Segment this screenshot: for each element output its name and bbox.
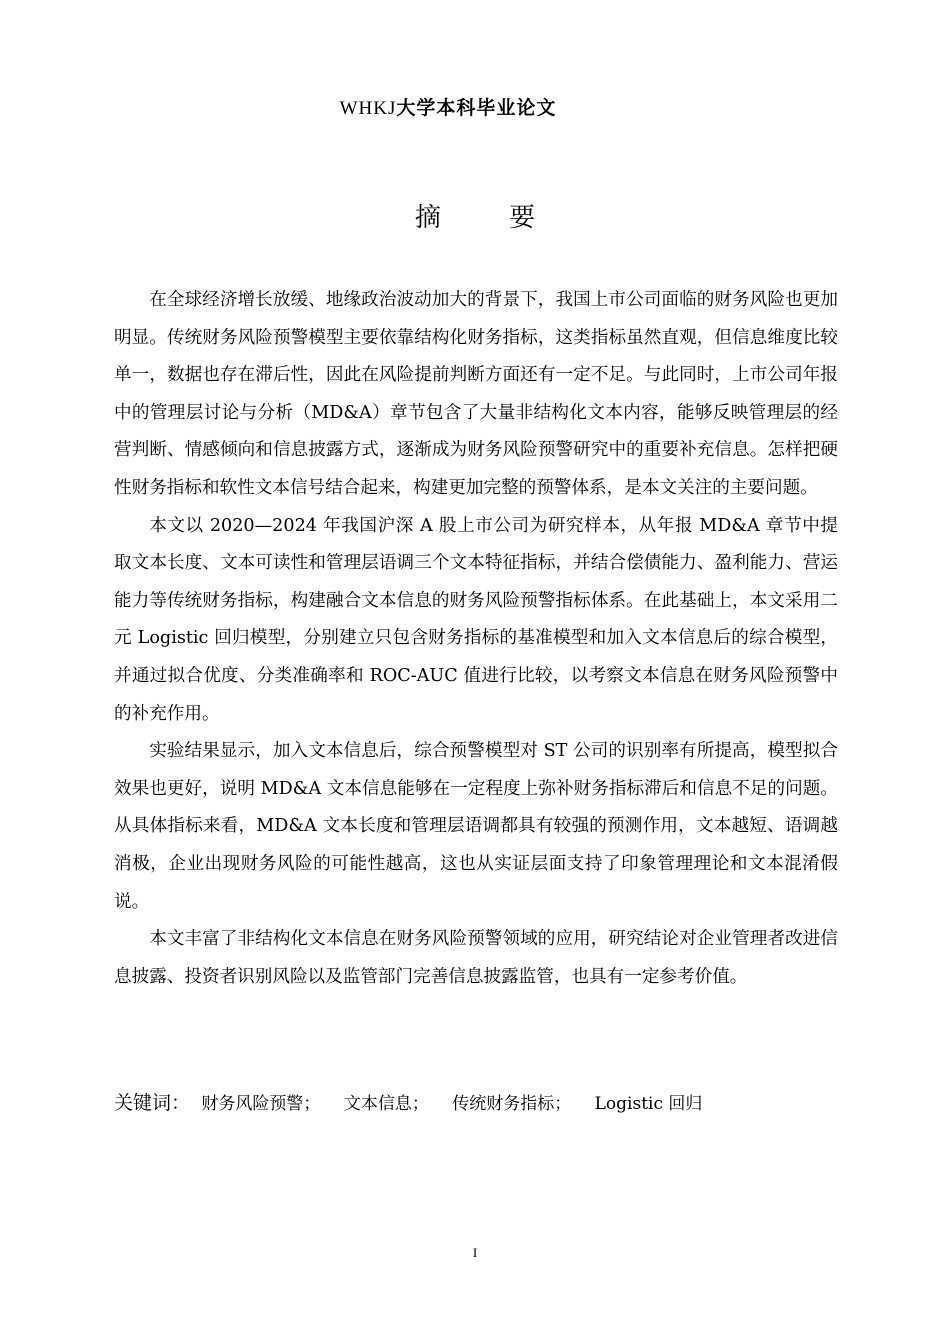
header-code: WHKJ xyxy=(339,98,397,119)
header-school: 大学本科毕业论文 xyxy=(396,97,557,119)
abstract-title: 摘 要 xyxy=(414,203,566,233)
abstract-paragraph: 在全球经济增长放缓、地缘政治波动加大的背景下，我国上市公司面临的财务风险也更加明显。传统财务风险预警模型主要依靠结构化财务指标，这类指标虽然直观，但信息维度比较单一，数据也存在滞后性，因此在风险提前判断方面还有一定不足。与此同时，上市公司年报中的管理层讨论与分析（MD&A）章节包含了大量非结构化文本内容，能够反映管理层的经营判断、情感倾向和信息披露方式，逐渐成为财务风险预警研究中的重要补充信息。怎样把硬性财务指标和软性文本信号结合起来，构建更加完整的预警体系，是本文关注的主要问题。 xyxy=(114,290,838,498)
keyword-item: 财务风险预警； xyxy=(201,1094,321,1114)
keyword-item: 文本信息； xyxy=(343,1094,429,1114)
abstract-paragraph: 本文丰富了非结构化文本信息在财务风险预警领域的应用，研究结论对企业管理者改进信息披露、投资者识别风险以及监管部门完善信息披露监管，也具有一定参考价值。 xyxy=(114,929,838,987)
abstract-paragraph: 实验结果显示，加入文本信息后，综合预警模型对 ST 公司的识别率有所提高，模型拟合效果也更好，说明 MD&A 文本信息能够在一定程度上弥补财务指标滞后和信息不足的问题。从具体指标来看，MD&A 文本长度和管理层语调都具有较强的预测作用，文本越短、语调越消极，企业出现财务风险的可能性越高，这也从实证层面支持了印象管理理论和文本混淆假说。 xyxy=(114,741,838,912)
keyword-item: Logistic 回归 xyxy=(594,1094,703,1114)
abstract-body xyxy=(114,282,838,996)
keywords-label: 关键词： xyxy=(114,1092,191,1114)
page-header xyxy=(0,94,896,123)
page-number: I xyxy=(472,1245,478,1260)
abstract-paragraph: 本文以 2020—2024 年我国沪深 A 股上市公司为研究样本，从年报 MD&A 章节中提取文本长度、文本可读性和管理层语调三个文本特征指标，并结合偿债能力、盈利能力、营运能力等传统财务指标，构建融合文本信息的财务风险预警指标体系。在此基础上，本文采用二元 Logistic 回归模型，分别建立只包含财务指标的基准模型和加入文本信息后的综合模型，并通过拟合优度、分类准确率和 ROC-AUC 值进行比较，以考察文本信息在财务风险预警中的补充作用。 xyxy=(114,515,838,724)
keyword-item: 传统财务指标； xyxy=(452,1094,572,1114)
keywords xyxy=(114,1085,838,1122)
